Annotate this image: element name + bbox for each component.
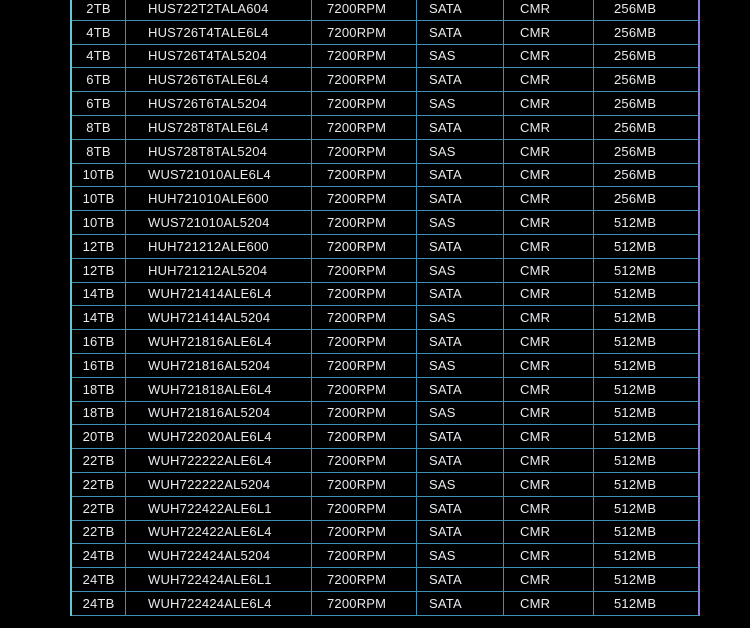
- interface-cell: SATA: [417, 425, 504, 449]
- recording-cell: CMR: [504, 472, 594, 496]
- table-row: [71, 306, 699, 330]
- capacity-cell: 22TB: [71, 472, 126, 496]
- model-cell: WUH722222ALE6L4: [126, 449, 312, 473]
- model-cell: HUS722T2TALA604: [126, 0, 312, 20]
- rpm-cell: 7200RPM: [312, 258, 417, 282]
- table-row: [71, 258, 699, 282]
- capacity-cell: 2TB: [71, 0, 126, 20]
- model-cell: HUH721212AL5204: [126, 258, 312, 282]
- interface-cell: SAS: [417, 44, 504, 68]
- table-row: [71, 163, 699, 187]
- interface-cell: SAS: [417, 92, 504, 116]
- rpm-cell: 7200RPM: [312, 520, 417, 544]
- model-cell: HUS728T8TALE6L4: [126, 115, 312, 139]
- interface-cell: SAS: [417, 472, 504, 496]
- rpm-cell: 7200RPM: [312, 449, 417, 473]
- table-row: [71, 0, 699, 20]
- rpm-cell: 7200RPM: [312, 68, 417, 92]
- rpm-cell: 7200RPM: [312, 544, 417, 568]
- rpm-cell: 7200RPM: [312, 353, 417, 377]
- cache-cell: 512MB: [594, 472, 699, 496]
- interface-cell: SATA: [417, 163, 504, 187]
- capacity-cell: 8TB: [71, 115, 126, 139]
- model-cell: HUH721010ALE600: [126, 187, 312, 211]
- rpm-cell: 7200RPM: [312, 568, 417, 592]
- table-row: [71, 68, 699, 92]
- model-cell: WUH722422ALE6L4: [126, 520, 312, 544]
- cache-cell: 256MB: [594, 44, 699, 68]
- capacity-cell: 14TB: [71, 282, 126, 306]
- recording-cell: CMR: [504, 234, 594, 258]
- rpm-cell: 7200RPM: [312, 115, 417, 139]
- model-cell: WUH722424AL5204: [126, 544, 312, 568]
- capacity-cell: 12TB: [71, 234, 126, 258]
- table-row: [71, 234, 699, 258]
- table-row: [71, 544, 699, 568]
- table-row: [71, 401, 699, 425]
- model-cell: WUH722422ALE6L1: [126, 496, 312, 520]
- capacity-cell: 8TB: [71, 139, 126, 163]
- cache-cell: 512MB: [594, 234, 699, 258]
- model-cell: WUH721818ALE6L4: [126, 377, 312, 401]
- recording-cell: CMR: [504, 306, 594, 330]
- rpm-cell: 7200RPM: [312, 425, 417, 449]
- recording-cell: CMR: [504, 68, 594, 92]
- rpm-cell: 7200RPM: [312, 234, 417, 258]
- recording-cell: CMR: [504, 377, 594, 401]
- capacity-cell: 24TB: [71, 544, 126, 568]
- capacity-cell: 24TB: [71, 591, 126, 615]
- model-cell: WUH722222AL5204: [126, 472, 312, 496]
- capacity-cell: 6TB: [71, 68, 126, 92]
- table-row: [71, 520, 699, 544]
- model-cell: WUH721816AL5204: [126, 353, 312, 377]
- cache-cell: 512MB: [594, 544, 699, 568]
- interface-cell: SAS: [417, 258, 504, 282]
- model-cell: HUS726T6TAL5204: [126, 92, 312, 116]
- interface-cell: SATA: [417, 449, 504, 473]
- rpm-cell: 7200RPM: [312, 282, 417, 306]
- capacity-cell: 16TB: [71, 353, 126, 377]
- cache-cell: 256MB: [594, 0, 699, 20]
- model-cell: WUH721414ALE6L4: [126, 282, 312, 306]
- table-row: [71, 282, 699, 306]
- table-row: [71, 496, 699, 520]
- model-cell: WUH721816AL5204: [126, 401, 312, 425]
- interface-cell: SATA: [417, 520, 504, 544]
- interface-cell: SATA: [417, 0, 504, 20]
- capacity-cell: 10TB: [71, 211, 126, 235]
- table-row: [71, 353, 699, 377]
- cache-cell: 512MB: [594, 377, 699, 401]
- rpm-cell: 7200RPM: [312, 591, 417, 615]
- capacity-cell: 18TB: [71, 401, 126, 425]
- recording-cell: CMR: [504, 520, 594, 544]
- drive-specs-body: [71, 0, 699, 615]
- model-cell: WUH721816ALE6L4: [126, 330, 312, 354]
- table-row: [71, 139, 699, 163]
- capacity-cell: 10TB: [71, 163, 126, 187]
- recording-cell: CMR: [504, 425, 594, 449]
- rpm-cell: 7200RPM: [312, 163, 417, 187]
- recording-cell: CMR: [504, 591, 594, 615]
- table-row: [71, 377, 699, 401]
- table-row: [71, 330, 699, 354]
- rpm-cell: 7200RPM: [312, 92, 417, 116]
- recording-cell: CMR: [504, 449, 594, 473]
- model-cell: HUH721212ALE600: [126, 234, 312, 258]
- recording-cell: CMR: [504, 115, 594, 139]
- capacity-cell: 6TB: [71, 92, 126, 116]
- capacity-cell: 4TB: [71, 20, 126, 44]
- recording-cell: CMR: [504, 187, 594, 211]
- rpm-cell: 7200RPM: [312, 496, 417, 520]
- model-cell: WUH721414AL5204: [126, 306, 312, 330]
- recording-cell: CMR: [504, 330, 594, 354]
- interface-cell: SATA: [417, 234, 504, 258]
- table-row: [71, 449, 699, 473]
- model-cell: HUS726T4TALE6L4: [126, 20, 312, 44]
- model-cell: WUS721010AL5204: [126, 211, 312, 235]
- capacity-cell: 10TB: [71, 187, 126, 211]
- rpm-cell: 7200RPM: [312, 139, 417, 163]
- table-row: [71, 568, 699, 592]
- capacity-cell: 18TB: [71, 377, 126, 401]
- cache-cell: 512MB: [594, 282, 699, 306]
- interface-cell: SATA: [417, 496, 504, 520]
- interface-cell: SATA: [417, 20, 504, 44]
- model-cell: WUH722424ALE6L4: [126, 591, 312, 615]
- recording-cell: CMR: [504, 401, 594, 425]
- capacity-cell: 22TB: [71, 496, 126, 520]
- interface-cell: SATA: [417, 330, 504, 354]
- table-row: [71, 211, 699, 235]
- table-row: [71, 187, 699, 211]
- recording-cell: CMR: [504, 92, 594, 116]
- cache-cell: 512MB: [594, 401, 699, 425]
- cache-cell: 512MB: [594, 425, 699, 449]
- table-row: [71, 591, 699, 615]
- cache-cell: 256MB: [594, 92, 699, 116]
- table-row: [71, 472, 699, 496]
- table-row: [71, 115, 699, 139]
- cache-cell: 512MB: [594, 211, 699, 235]
- capacity-cell: 4TB: [71, 44, 126, 68]
- interface-cell: SAS: [417, 306, 504, 330]
- cache-cell: 512MB: [594, 568, 699, 592]
- recording-cell: CMR: [504, 211, 594, 235]
- interface-cell: SAS: [417, 544, 504, 568]
- recording-cell: CMR: [504, 44, 594, 68]
- recording-cell: CMR: [504, 568, 594, 592]
- interface-cell: SATA: [417, 68, 504, 92]
- model-cell: WUH722424ALE6L1: [126, 568, 312, 592]
- cache-cell: 512MB: [594, 258, 699, 282]
- model-cell: WUH722020ALE6L4: [126, 425, 312, 449]
- capacity-cell: 24TB: [71, 568, 126, 592]
- capacity-cell: 22TB: [71, 520, 126, 544]
- recording-cell: CMR: [504, 496, 594, 520]
- interface-cell: SAS: [417, 401, 504, 425]
- recording-cell: CMR: [504, 139, 594, 163]
- cache-cell: 256MB: [594, 115, 699, 139]
- rpm-cell: 7200RPM: [312, 44, 417, 68]
- cache-cell: 512MB: [594, 449, 699, 473]
- recording-cell: CMR: [504, 258, 594, 282]
- recording-cell: CMR: [504, 353, 594, 377]
- model-cell: HUS726T6TALE6L4: [126, 68, 312, 92]
- rpm-cell: 7200RPM: [312, 211, 417, 235]
- model-cell: HUS726T4TAL5204: [126, 44, 312, 68]
- interface-cell: SATA: [417, 282, 504, 306]
- cache-cell: 512MB: [594, 353, 699, 377]
- interface-cell: SATA: [417, 187, 504, 211]
- capacity-cell: 16TB: [71, 330, 126, 354]
- rpm-cell: 7200RPM: [312, 306, 417, 330]
- interface-cell: SATA: [417, 568, 504, 592]
- interface-cell: SATA: [417, 591, 504, 615]
- interface-cell: SAS: [417, 353, 504, 377]
- rpm-cell: 7200RPM: [312, 187, 417, 211]
- cache-cell: 256MB: [594, 139, 699, 163]
- recording-cell: CMR: [504, 163, 594, 187]
- recording-cell: CMR: [504, 282, 594, 306]
- recording-cell: CMR: [504, 0, 594, 20]
- recording-cell: CMR: [504, 544, 594, 568]
- model-cell: HUS728T8TAL5204: [126, 139, 312, 163]
- capacity-cell: 20TB: [71, 425, 126, 449]
- recording-cell: CMR: [504, 20, 594, 44]
- rpm-cell: 7200RPM: [312, 377, 417, 401]
- cache-cell: 512MB: [594, 306, 699, 330]
- interface-cell: SAS: [417, 211, 504, 235]
- rpm-cell: 7200RPM: [312, 472, 417, 496]
- rpm-cell: 7200RPM: [312, 401, 417, 425]
- table-row: [71, 425, 699, 449]
- rpm-cell: 7200RPM: [312, 330, 417, 354]
- interface-cell: SATA: [417, 115, 504, 139]
- table-row: [71, 20, 699, 44]
- table-row: [71, 92, 699, 116]
- cache-cell: 512MB: [594, 591, 699, 615]
- capacity-cell: 12TB: [71, 258, 126, 282]
- cache-cell: 256MB: [594, 163, 699, 187]
- cache-cell: 256MB: [594, 187, 699, 211]
- cache-cell: 256MB: [594, 20, 699, 44]
- capacity-cell: 22TB: [71, 449, 126, 473]
- cache-cell: 512MB: [594, 520, 699, 544]
- rpm-cell: 7200RPM: [312, 20, 417, 44]
- drive-specs-table: [70, 0, 700, 616]
- rpm-cell: 7200RPM: [312, 0, 417, 20]
- cache-cell: 256MB: [594, 68, 699, 92]
- capacity-cell: 14TB: [71, 306, 126, 330]
- interface-cell: SATA: [417, 377, 504, 401]
- cache-cell: 512MB: [594, 496, 699, 520]
- model-cell: WUS721010ALE6L4: [126, 163, 312, 187]
- table-row: [71, 44, 699, 68]
- interface-cell: SAS: [417, 139, 504, 163]
- cache-cell: 512MB: [594, 330, 699, 354]
